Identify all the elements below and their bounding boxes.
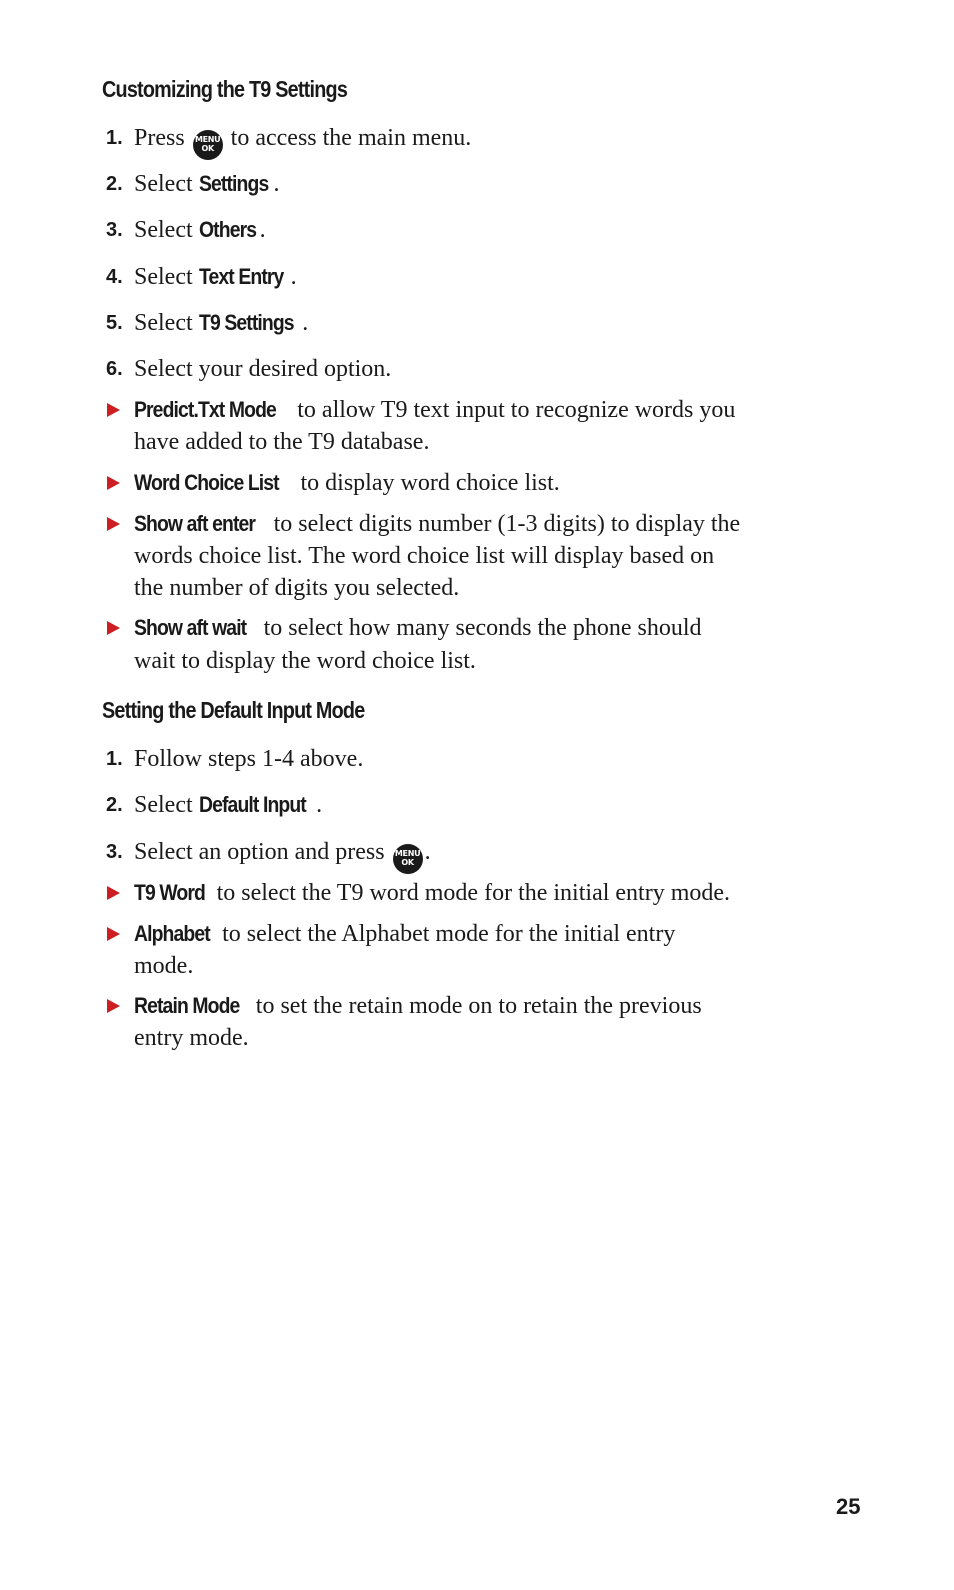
option-term: Predict.Txt Mode bbox=[134, 397, 276, 422]
bullet-arrow-icon bbox=[107, 621, 120, 635]
option-description: to allow T9 text input to recognize words you bbox=[297, 397, 736, 423]
menu-key-label: MENU bbox=[194, 135, 221, 144]
menu-term: Settings bbox=[198, 171, 268, 196]
step-number: 3. bbox=[106, 219, 123, 241]
step-5 bbox=[134, 307, 308, 339]
step-2 bbox=[134, 789, 322, 821]
bullet-arrow-icon bbox=[107, 927, 120, 941]
option-term: T9 Word bbox=[134, 880, 205, 905]
menu-term: Others bbox=[198, 217, 256, 242]
bullet-arrow-icon bbox=[107, 999, 120, 1013]
step-2 bbox=[134, 168, 279, 200]
option-description-continued: have added to the T9 database. bbox=[134, 429, 430, 455]
option-term: Retain Mode bbox=[134, 993, 240, 1018]
bullet-word-choice-list bbox=[134, 467, 560, 499]
option-description: to display word choice list. bbox=[300, 470, 560, 496]
bullet-t9-word bbox=[134, 877, 730, 909]
option-term: Word Choice List bbox=[134, 470, 279, 495]
step-6: Select your desired option. bbox=[134, 356, 392, 382]
step-number: 4. bbox=[106, 266, 123, 288]
bullet-alphabet bbox=[134, 918, 675, 950]
step-text: to access the main menu. bbox=[230, 125, 472, 151]
bullet-retain-mode bbox=[134, 990, 702, 1022]
step-text: Select bbox=[134, 264, 199, 290]
menu-ok-key-icon bbox=[193, 130, 223, 160]
option-description-continued: entry mode. bbox=[134, 1025, 249, 1051]
step-text: Press bbox=[134, 125, 185, 151]
option-description-continued: words choice list. The word choice list will display based on bbox=[134, 543, 715, 569]
option-description: to select digits number (1-3 digits) to display the bbox=[273, 511, 741, 537]
section-heading-t9-settings: Customizing the T9 Settings bbox=[102, 76, 348, 102]
option-description: to select the T9 word mode for the initial entry mode. bbox=[216, 880, 731, 906]
option-term: Show aft wait bbox=[134, 615, 247, 640]
step-number: 5. bbox=[106, 312, 123, 334]
option-term: Show aft enter bbox=[134, 511, 256, 536]
step-number: 2. bbox=[106, 794, 123, 816]
bullet-arrow-icon bbox=[107, 403, 120, 417]
option-term: Alphabet bbox=[134, 921, 210, 946]
step-4 bbox=[134, 261, 297, 293]
menu-term: Default Input bbox=[198, 792, 306, 817]
ok-key-label: OK bbox=[401, 858, 414, 867]
step-text: . bbox=[316, 792, 323, 818]
bullet-arrow-icon bbox=[107, 886, 120, 900]
option-description: to set the retain mode on to retain the previous bbox=[255, 993, 702, 1019]
step-1 bbox=[134, 122, 471, 160]
bullet-arrow-icon bbox=[107, 476, 120, 490]
step-number: 2. bbox=[106, 173, 123, 195]
step-text: . bbox=[290, 264, 297, 290]
step-text: Select bbox=[134, 792, 199, 818]
option-description-continued: mode. bbox=[134, 953, 194, 979]
option-description-continued: the number of digits you selected. bbox=[134, 575, 460, 601]
bullet-show-aft-enter bbox=[134, 508, 740, 540]
ok-key-label: OK bbox=[201, 144, 214, 153]
menu-key-label: MENU bbox=[394, 849, 421, 858]
page-number: 25 bbox=[836, 1494, 861, 1519]
option-description-continued: wait to display the word choice list. bbox=[134, 648, 476, 674]
step-3 bbox=[134, 836, 431, 874]
step-text: . bbox=[424, 839, 431, 865]
option-description: to select how many seconds the phone should bbox=[263, 615, 702, 641]
step-3 bbox=[134, 214, 266, 246]
step-text: . bbox=[259, 217, 266, 243]
step-1: Follow steps 1-4 above. bbox=[134, 746, 364, 772]
bullet-show-aft-wait bbox=[134, 612, 701, 644]
step-text: . bbox=[302, 310, 309, 336]
menu-term: T9 Settings bbox=[198, 310, 294, 335]
step-number: 1. bbox=[106, 127, 123, 149]
step-number: 3. bbox=[106, 841, 123, 863]
step-text: Select bbox=[134, 171, 199, 197]
step-text: Select an option and press bbox=[134, 839, 385, 865]
bullet-arrow-icon bbox=[107, 517, 120, 531]
step-number: 6. bbox=[106, 358, 123, 380]
step-text: Select bbox=[134, 310, 199, 336]
menu-term: Text Entry bbox=[198, 264, 284, 289]
option-description: to select the Alphabet mode for the initial entry bbox=[222, 921, 676, 947]
menu-ok-key-icon bbox=[393, 844, 423, 874]
step-text: Select bbox=[134, 217, 199, 243]
bullet-predict-txt-mode bbox=[134, 394, 735, 426]
step-number: 1. bbox=[106, 748, 123, 770]
step-text: . bbox=[273, 171, 280, 197]
section-heading-default-input-mode: Setting the Default Input Mode bbox=[102, 697, 365, 723]
